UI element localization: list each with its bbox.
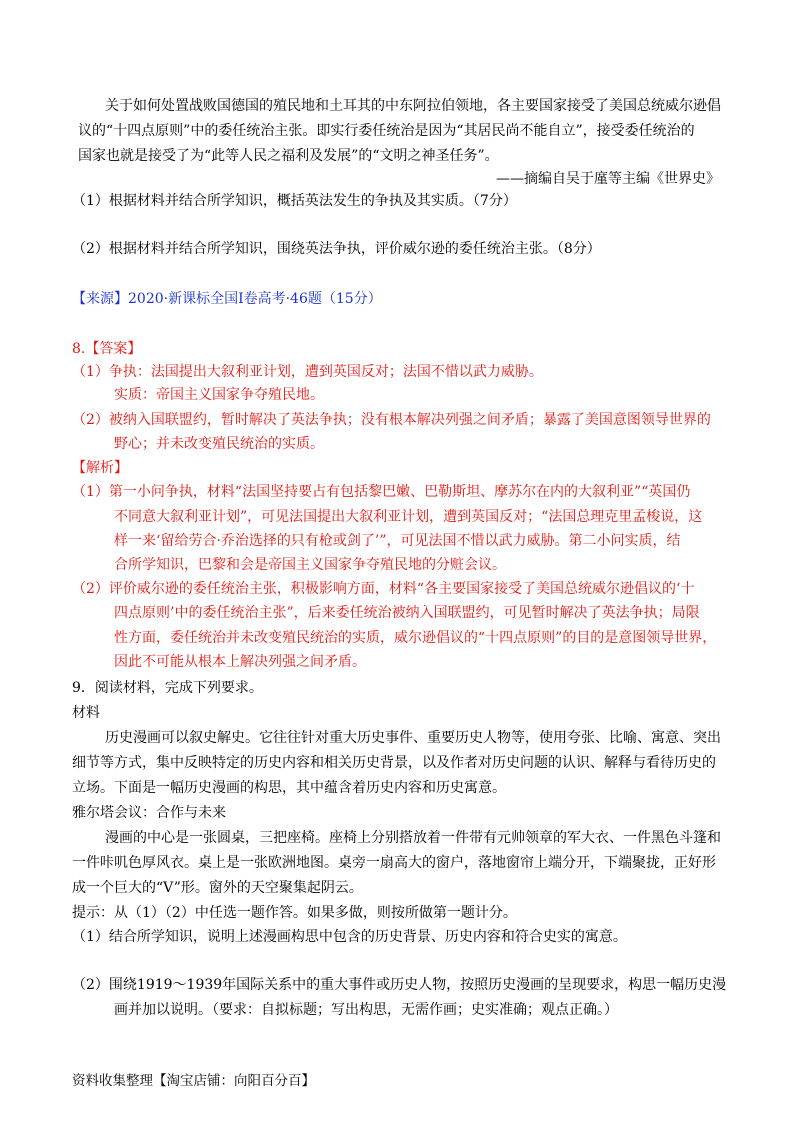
q7-subquestion-2: （2）根据材料并结合所学知识，围绕英法争执，评价威尔逊的委任统治主张。（8分） [72, 241, 601, 257]
q7-source: 【来源】2020·新课标全国Ⅰ卷高考·46题（15分） [72, 291, 382, 307]
q8-analysis-line-8: 因此不可能从根本上解决列强之间矛盾。 [114, 654, 366, 670]
q8-analysis-line-4: 合所学知识，巴黎和会是帝国主义国家争夺殖民地的分赃会议。 [114, 557, 506, 573]
q8-analysis-line-1: （1）第一小问争执，材料“法国坚持要占有包括黎巴嫩、巴勒斯坦、摩苏尔在内的大叙利亚”“英国仍 [72, 484, 691, 500]
q8-answer-line-3: （2）被纳入国联盟约，暂时解决了英法争执；没有根本解决列强之间矛盾；暴露了美国意图领导世界的 [72, 412, 711, 428]
q7-material-line-2: 议的“十四点原则”中的委任统治主张。即实行委任统治是因为“其居民尚不能自立”，接受委任统治的 [78, 123, 695, 139]
q8-analysis-line-6: 四点原则’中的委任统治主张”，后来委任统治被纳入国联盟约，可见暂时解决了英法争执；局限 [114, 605, 700, 621]
q7-citation: ——摘编自吴于廑等主编《世界史》 [496, 171, 720, 187]
q7-subquestion-1: （1）根据材料并结合所学知识，概括英法发生的争执及其实质。（7分） [72, 193, 517, 209]
q8-analysis-line-2: 不同意大叙利亚计划”，可见法国提出大叙利亚计划，遭到英国反对；“法国总理克里孟梭说，这 [114, 509, 703, 525]
q9-para1-line-2: 细节等方式，集中反映特定的历史内容和相关历史背景，以及作者对历史问题的认识、解释与看待历史的 [72, 755, 716, 771]
q9-para1-line-3: 立场。下面是一幅历史漫画的构思，其中蕴含着历史内容和历史寓意。 [72, 780, 506, 796]
q9-para1-line-1: 历史漫画可以叙史解史。它往往针对重大历史事件、重要历史人物等，使用夸张、比喻、寓意、突出 [105, 730, 721, 746]
q7-material-line-1: 关于如何处置战败国德国的殖民地和土耳其的中东阿拉伯领地，各主要国家接受了美国总统威尔逊倡 [105, 98, 721, 114]
q8-analysis-line-7: 性方面，委任统治并未改变殖民统治的实质，威尔逊倡议的“十四点原则”的目的是意图领导世界， [114, 630, 717, 646]
q9-subquestion-2-line-1: （2）围绕1919～1939年国际关系中的重大事件或历史人物，按照历史漫画的呈现要求，构思一幅历史漫 [72, 977, 727, 993]
q9-heading: 9．阅读材料，完成下列要求。 [72, 680, 263, 696]
q8-analysis-line-3: 样一来‘留给劳合·乔治选择的只有枪或剑了’”，可见法国不惜以武力威胁。第二小问实质，结 [114, 533, 681, 549]
q9-cartoon-title: 雅尔塔会议：合作与未来 [72, 805, 226, 821]
q8-answer-heading: 8.【答案】 [72, 341, 142, 357]
q8-answer-line-2: 实质：帝国主义国家争夺殖民地。 [114, 387, 324, 403]
q8-answer-line-1: （1）争执：法国提出大叙利亚计划，遭到英国反对；法国不惜以武力威胁。 [72, 364, 543, 380]
q9-subquestion-2-line-2: 画并加以说明。（要求：自拟标题；写出构思，无需作画；史实准确；观点正确。） [114, 1002, 618, 1018]
q9-subquestion-1: （1）结合所学知识，说明上述漫画构思中包含的历史背景、历史内容和符合史实的寓意。 [72, 929, 627, 945]
q9-para2-line-3: 成一个巨大的“V”形。窗外的天空聚集起阴云。 [72, 880, 363, 896]
q8-analysis-line-5: （2）评价威尔逊的委任统治主张，积极影响方面，材料“各主要国家接受了美国总统威尔逊倡议的‘十 [72, 581, 695, 597]
q9-para2-line-2: 一件咔叽色厚风衣。桌上是一张欧洲地图。桌旁一扇高大的窗户，落地窗帘上端分开，下端聚拢，正好形 [72, 855, 716, 871]
q8-answer-line-4: 野心；并未改变殖民统治的实质。 [114, 436, 324, 452]
q9-hint: 提示：从（1）（2）中任选一题作答。如果多做，则按所做第一题计分。 [72, 905, 517, 921]
q8-analysis-heading: 【解析】 [72, 460, 128, 476]
q7-material-line-3: 国家也就是接受了为“此等人民之福利及发展”的“文明之神圣任务”。 [78, 148, 499, 164]
q9-para2-line-1: 漫画的中心是一张圆桌，三把座椅。座椅上分别搭放着一件带有元帅领章的军大衣、一件黑色斗篷和 [105, 830, 721, 846]
page-footer: 资料收集整理【淘宝店铺：向阳百分百】 [72, 1073, 315, 1089]
q9-material-label: 材料 [72, 705, 100, 721]
